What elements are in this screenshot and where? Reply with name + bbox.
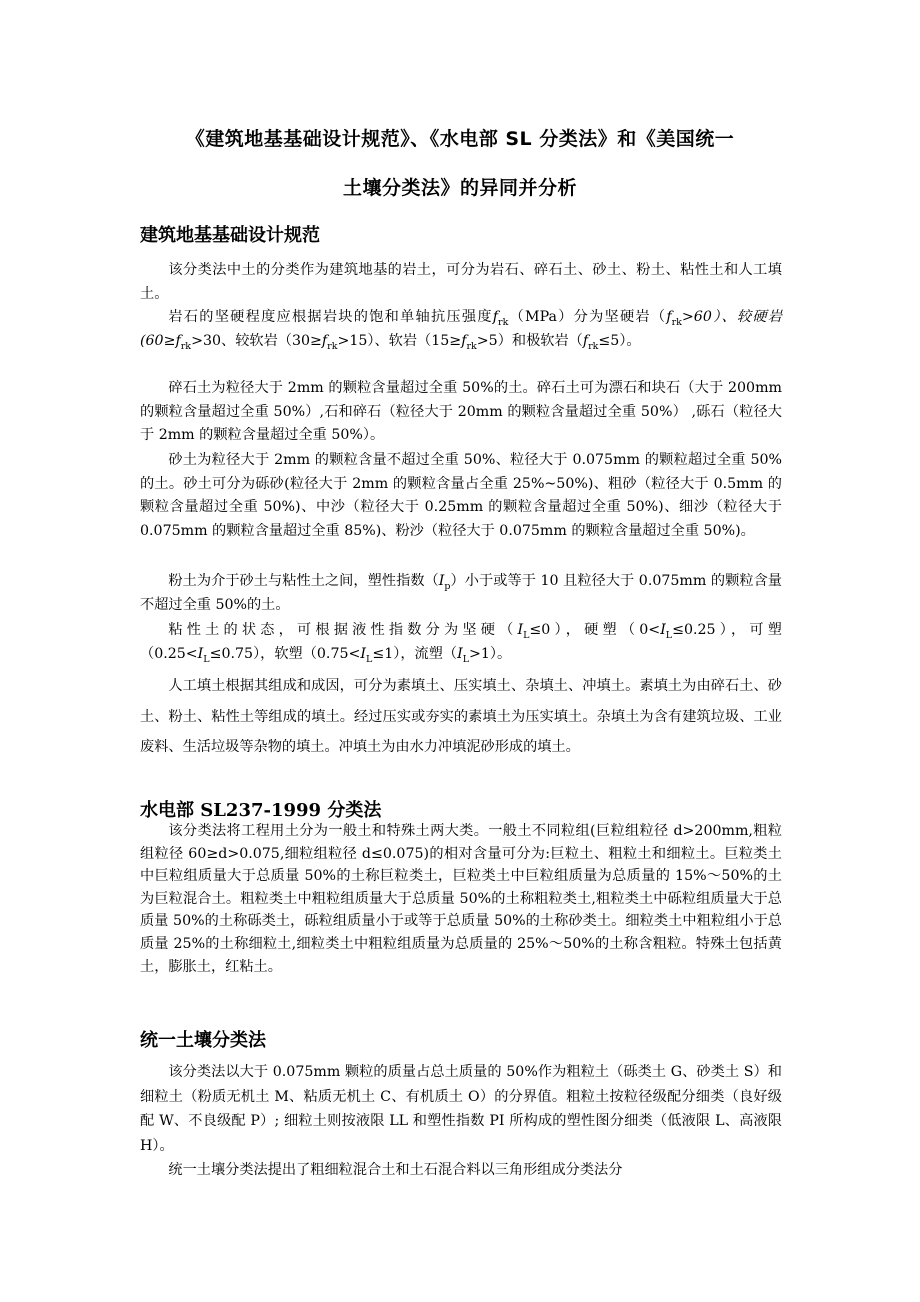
section-heading-building-code: 建筑地基基础设计规范 [140,225,320,246]
document-title-line-2: 土壤分类法》的异同并分析 [342,177,577,199]
document-title-line-1: 《建筑地基基础设计规范》、《水电部 SL 分类法》和《美国统一 [185,128,735,150]
paragraph-sand-soil: 砂土为粒径大于 2mm 的颗粒含量不超过全重 50%、粒径大于 0.075mm 的颗粒超过全重 50%的土。砂土可分为砾砂(粒径大于 2mm 的颗粒含量占全重 25%~50%)、粗砂（粒径大于 0.5mm 的颗粒含量超过全重 50%)、中沙（粒径大于 0.25mm 的颗粒含量超过全重 50%)、细沙（粒径大于 0.075mm 的颗粒含量超过全重 85%)、粉沙（粒径大于 0.075mm 的颗粒含量超过全重 50%)。 [140,452,782,539]
paragraph-sl237-classification: 该分类法将工程用土分为一般土和特殊土两大类。一般土不同粒组(巨粒组粒径 d>200mm,粗粒组粒径 60≥d>0.075,细粒组粒径 d≤0.075)的相对含量可分为:巨粒土、粗粒土和细粒土。巨粒类土中巨粒组质量大于总质量 50%的土称巨粒类土，巨粒类土中巨粒组质量为总质量的 15%～50%的土为巨粒混合土。粗粒类土中粗粒组质量大于总质量 50%的土称粗粒类土,粗粒类土中砾粒组质量大于总质量 50%的土称砾类土，砾粒组质量小于或等于总质量 50%的土称砂类土。细粒类土中粗粒组小于总质量 25%的土称细粒土,细粒类土中粗粒组质量为总质量的 25%～50%的土称含粗粒。特殊土包括黄土，膨胀土，红粘土。 [140,823,782,975]
section-heading-sl237: 水电部 SL237-1999 分类法 [140,800,382,821]
paragraph-artificial-fill: 人工填土根据其组成和成因，可分为素填土、压实填土、杂填土、冲填土。素填土为由碎石土、砂土、粉土、粘性土等组成的填土。经过压实或夯实的素填土为压实填土。杂填土为含有建筑垃圾、工业废料、生活垃圾等杂物的填土。冲填土为由水力冲填泥砂形成的填土。 [140,678,782,755]
section-heading-unified-soil: 统一土壤分类法 [140,1030,266,1051]
paragraph-unified-soil-mixed: 统一土壤分类法提出了粗细粒混合土和土石混合料以三角形组成分类法分 [168,1162,623,1178]
paragraph-silt: 粉土为介于砂土与粘性土之间，塑性指数$(I_p)$小于或等于 10 且粒径大于 0.075mm 的颗粒含量不超过全重 50%的土。 [140,573,782,613]
paragraph-gravel-soil: 碎石土为粒径大于 2mm 的颗粒含量超过全重 50%的土。碎石土可为漂石和块石（大于 200mm 的颗粒含量超过全重 50%）,石和碎石（粒径大于 20mm 的颗粒含量超过全重 50%） ,砾石（粒径大于 2mm 的颗粒含量超过全重 50%）。 [140,380,782,443]
paragraph-unified-soil-classification: 该分类法以大于 0.075mm 颗粒的质量占总土质量的 50%作为粗粒土（砾类土 G、砂类土 S）和细粒土（粉质无机土 M、粘质无机土 C、有机质土 O）的分界值。粗粒土按粒径级配分细类（良好级配 W、不良级配 P）; 细粒土则按液限 LL 和塑性指数 PI 所构成的塑性图分细类（低液限 L、高液限 H）。 [140,1064,782,1154]
paragraph-soil-classification-intro: 该分类法中土的分类作为建筑地基的岩土，可分为岩石、碎石土、砂土、粉土、粘性土和人工填土。 [140,262,782,302]
paragraph-rock-hardness: 岩石的坚硬程度应根据岩块的饱和单轴抗压强度$f_{rk}(MPa)$分为坚硬岩$(f_{rk}>60)$、较硬岩($60\ge f_{rk}>30$、较软岩$(30\ge f_{rk}>15)$、软岩$(15\ge f_{rk}>5)$和极软岩$(f_{rk}\le 5)$。 [140,309,782,352]
paragraph-cohesive-soil-state: 粘性土的状态，可根据液性指数分为坚硬$(I_L\le 0)$，硬塑$(0<I_L\le 0.25)$，可塑$(0.25<I_L\le 0.75)$，软塑$(0.75<I_L\le 1)$，流塑$(I_L>1)$。 [140,622,782,665]
